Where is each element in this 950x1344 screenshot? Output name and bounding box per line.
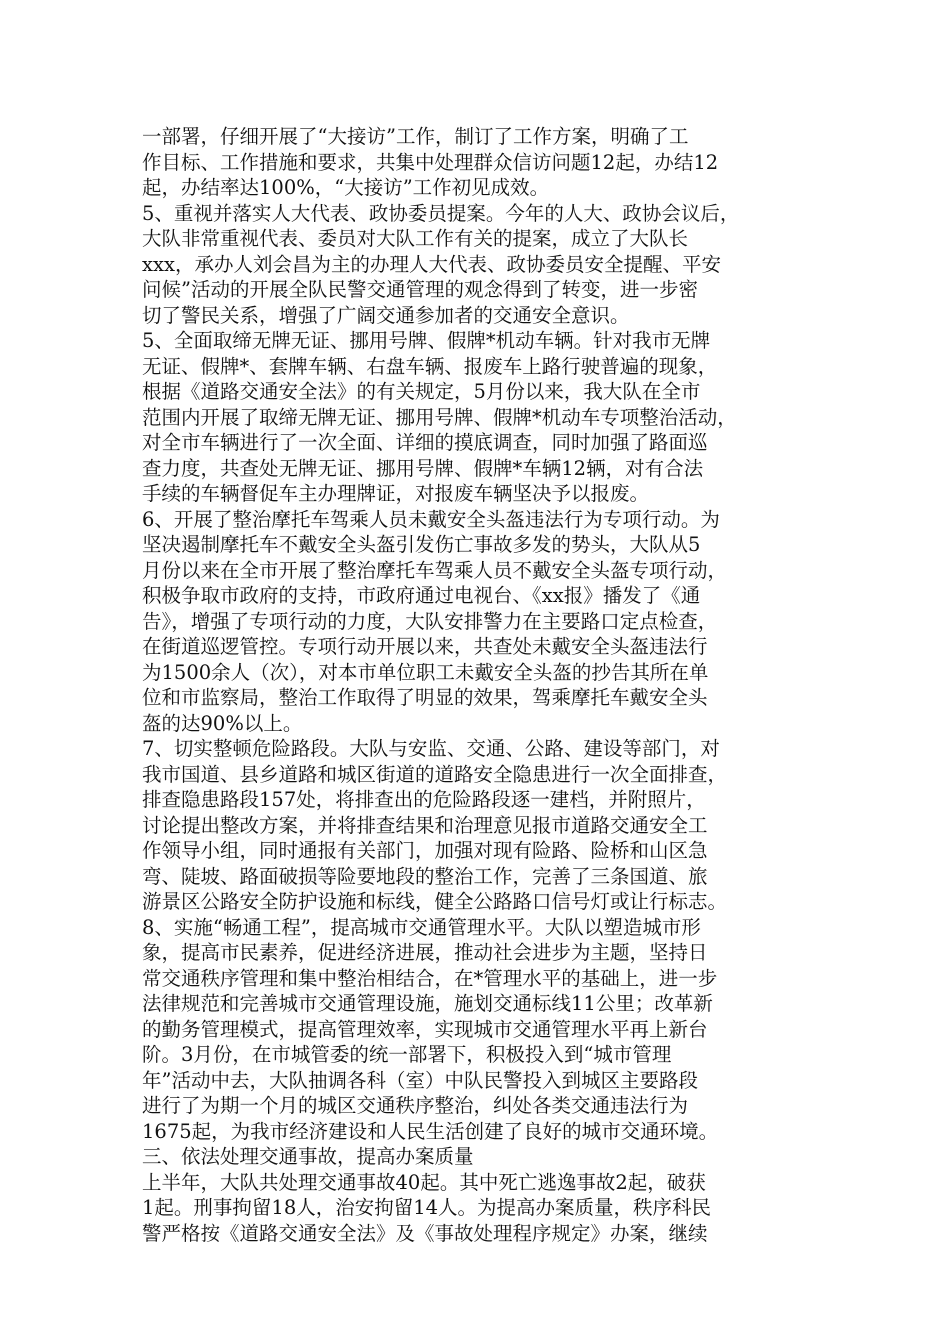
text-line: 无证、假牌*、套牌车辆、右盘车辆、报废车上路行驶普遍的现象， <box>142 354 718 378</box>
text-line: 月份以来在全市开展了整治摩托车驾乘人员不戴安全头盔专项行动， <box>142 558 728 582</box>
text-line: 1起。刑事拘留18人，治安拘留14人。为提高办案质量，秩序科民 <box>142 1196 712 1219</box>
text-line: 我市国道、县乡道路和城区街道的道路安全隐患进行一次全面排查， <box>142 762 728 786</box>
text-line: 弯、陡坡、路面破损等险要地段的整治工作，完善了三条国道、旅 <box>142 864 708 888</box>
text-line: 6、开展了整治摩托车驾乘人员未戴安全头盔违法行为专项行动。为 <box>142 507 720 531</box>
text-line: 常交通秩序管理和集中整治相结合，在*管理水平的基础上，进一步 <box>142 966 718 990</box>
text-line: 切了警民关系，增强了广阔交通参加者的交通安全意识。 <box>142 303 630 327</box>
text-line: 起，办结率达100%，“大接访”工作初见成效。 <box>142 176 550 199</box>
text-line: 根据《道路交通安全法》的有关规定，5月份以来，我大队在全市 <box>142 380 701 403</box>
text-line: 一部署，仔细开展了“大接访”工作，制订了工作方案，明确了工 <box>142 125 689 148</box>
text-line: 盔的达90%以上。 <box>142 711 303 735</box>
text-line: 8、实施“畅通工程”，提高城市交通管理水平。大队以塑造城市形 <box>142 915 701 939</box>
text-line: 游景区公路安全防护设施和标线，健全公路路口信号灯或让行标志。 <box>142 890 728 913</box>
text-line: 告》，增强了专项行动的力度，大队安排警力在主要路口定点检查， <box>142 609 718 633</box>
text-line: xxx，承办人刘会昌为主的办理人大代表、政协委员安全提醒、平安 <box>142 252 721 276</box>
text-line: 为1500余人（次），对本市单位职工未戴安全头盔的抄告其所在单 <box>142 660 709 684</box>
text-line: 查力度，共查处无牌无证、挪用号牌、假牌*车辆12辆，对有合法 <box>142 456 704 480</box>
text-line: 年”活动中去，大队抽调各科（室）中队民警投入到城区主要路段 <box>142 1068 698 1092</box>
text-line: 位和市监察局，整治工作取得了明显的效果，驾乘摩托车戴安全头 <box>142 686 708 709</box>
text-line: 问候”活动的开展全队民警交通管理的观念得到了转变，进一步密 <box>142 278 698 301</box>
text-line: 的勤务管理模式，提高管理效率，实现城市交通管理水平再上新台 <box>142 1017 708 1041</box>
document-body <box>142 124 810 1246</box>
text-line: 三、依法处理交通事故，提高办案质量 <box>142 1145 474 1168</box>
text-line: 阶。3月份，在市城管委的统一部署下，积极投入到“城市管理 <box>142 1043 672 1066</box>
text-line: 1675起，为我市经济建设和人民生活创建了良好的城市交通环境。 <box>142 1119 719 1143</box>
text-line: 警严格按《道路交通安全法》及《事故处理程序规定》办案，继续 <box>142 1221 708 1245</box>
text-line: 对全市车辆进行了一次全面、详细的摸底调查，同时加强了路面巡 <box>142 431 708 454</box>
text-line: 作目标、工作措施和要求，共集中处理群众信访问题12起，办结12 <box>142 150 719 174</box>
text-line: 坚决遏制摩托车不戴安全头盔引发伤亡事故多发的势头，大队从5 <box>142 533 701 556</box>
text-line: 7、切实整顿危险路段。大队与安监、交通、公路、建设等部门，对 <box>142 737 720 760</box>
text-line: 上半年，大队共处理交通事故40起。其中死亡逃逸事故2起，破获 <box>142 1170 706 1194</box>
text-line: 5、重视并落实人大代表、政协委员提案。今年的人大、政协会议后， <box>142 201 740 225</box>
text-line: 在街道巡逻管控。专项行动开展以来，共查处未戴安全头盔违法行 <box>142 635 708 658</box>
text-line: 法律规范和完善城市交通管理设施，施划交通标线11公里；改革新 <box>142 992 713 1015</box>
text-line: 象，提高市民素养，促进经济进展，推动社会进步为主题，坚持日 <box>142 941 708 964</box>
text-line: 进行了为期一个月的城区交通秩序整治，纠处各类交通违法行为 <box>142 1094 689 1117</box>
text-line: 5、全面取缔无牌无证、挪用号牌、假牌*机动车辆。针对我市无牌 <box>142 329 711 352</box>
text-line: 范围内开展了取缔无牌无证、挪用号牌、假牌*机动车专项整治活动， <box>142 405 737 429</box>
text-line: 大队非常重视代表、委员对大队工作有关的提案，成立了大队长 <box>142 227 689 250</box>
text-line: 手续的车辆督促车主办理牌证，对报废车辆坚决予以报废。 <box>142 482 650 505</box>
text-line: 排查隐患路段157处，将排查出的危险路段逐一建档，并附照片， <box>142 788 706 811</box>
text-line: 积极争取市政府的支持，市政府通过电视台、《xx报》播发了《通 <box>142 584 701 607</box>
text-line: 作领导小组，同时通报有关部门，加强对现有险路、险桥和山区急 <box>142 839 708 862</box>
text-line: 讨论提出整改方案，并将排查结果和治理意见报市道路交通安全工 <box>142 813 708 837</box>
